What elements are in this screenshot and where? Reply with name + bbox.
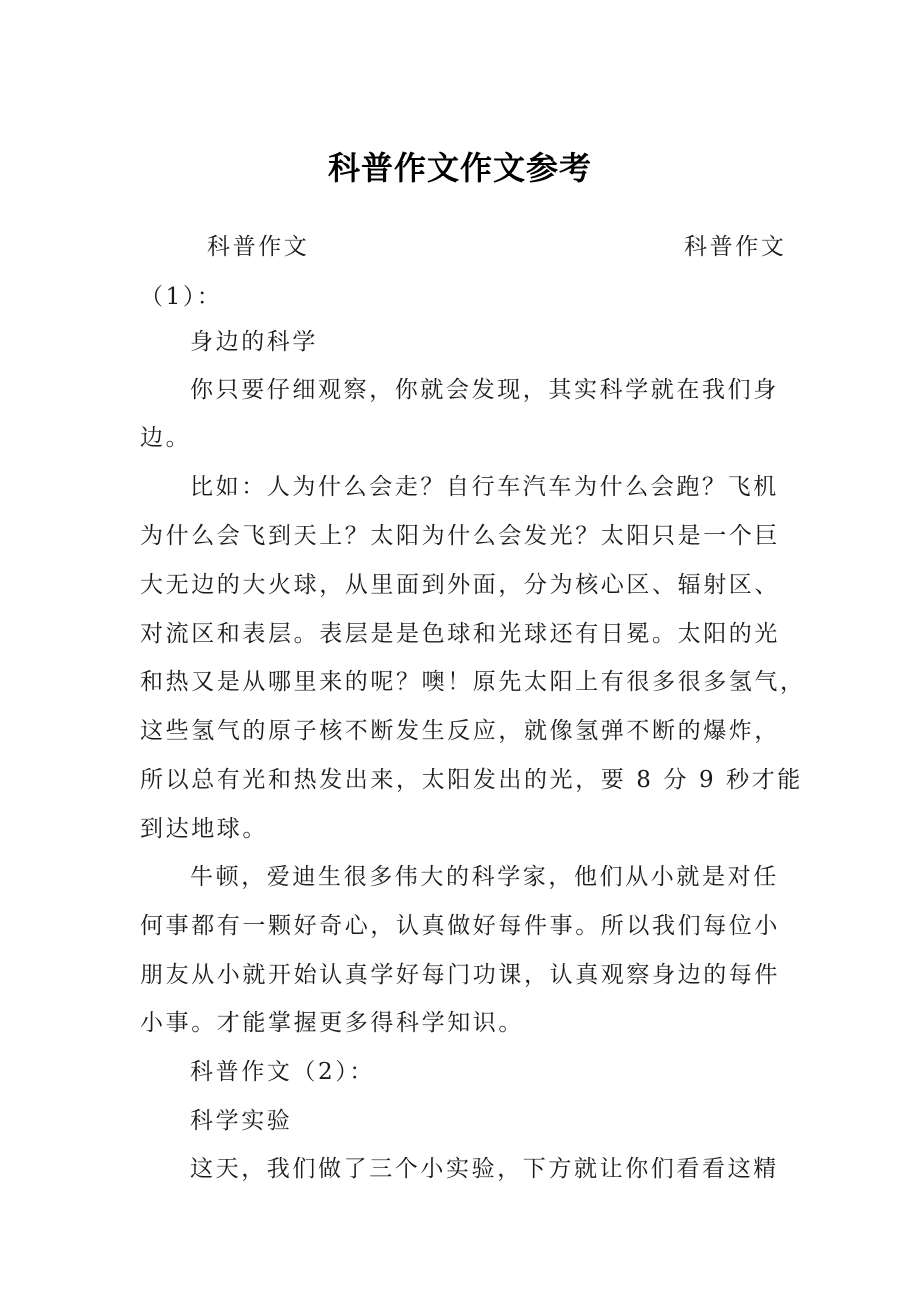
paragraph-line: 到达地球。 [140,816,268,842]
document-title: 科普作文作文参考 [327,149,592,187]
paragraph-line: 为什么会飞到天上？太阳为什么会发光？太阳只是一个巨 [140,523,780,549]
paragraph-line: 何事都有一颗好奇心，认真做好每件事。所以我们每位小 [140,913,780,939]
essay-heading-right: 科普作文 [684,234,787,260]
essay-heading: 科普作文（2）： [190,1059,375,1085]
paragraph-line: 大无边的大火球，从里面到外面，分为核心区、辐射区、 [140,572,780,598]
paragraph-line: 对流区和表层。表层是是色球和光球还有日冕。太阳的光 [140,621,780,647]
paragraph-line: 比如：人为什么会走？自行车汽车为什么会跑？飞机 [190,474,779,500]
paragraph-line: 这天，我们做了三个小实验，下方就让你们看看这精 [190,1156,779,1182]
paragraph-line: （1）： [140,284,223,310]
paragraph-line: 这些氢气的原子核不断发生反应，就像氢弹不断的爆炸， [140,718,780,744]
section-subtitle: 科学实验 [190,1108,293,1134]
section-subtitle: 身边的科学 [190,329,318,355]
paragraph-line: 所以总有光和热发出来，太阳发出的光，要 8 分 9 秒才能 [140,767,803,793]
essay-heading-left: 科普作文 [207,234,310,260]
paragraph-line: 边。 [140,425,192,451]
paragraph-line: 牛顿，爱迪生很多伟大的科学家，他们从小就是对任 [190,864,779,890]
paragraph-line: 朋友从小就开始认真学好每门功课，认真观察身边的每件 [140,962,780,988]
paragraph-line: 小事。才能掌握更多得科学知识。 [140,1010,524,1036]
paragraph-line: 你只要仔细观察，你就会发现，其实科学就在我们身 [190,377,779,403]
paragraph-line: 和热又是从哪里来的呢？噢！原先太阳上有很多很多氢气， [140,669,806,695]
